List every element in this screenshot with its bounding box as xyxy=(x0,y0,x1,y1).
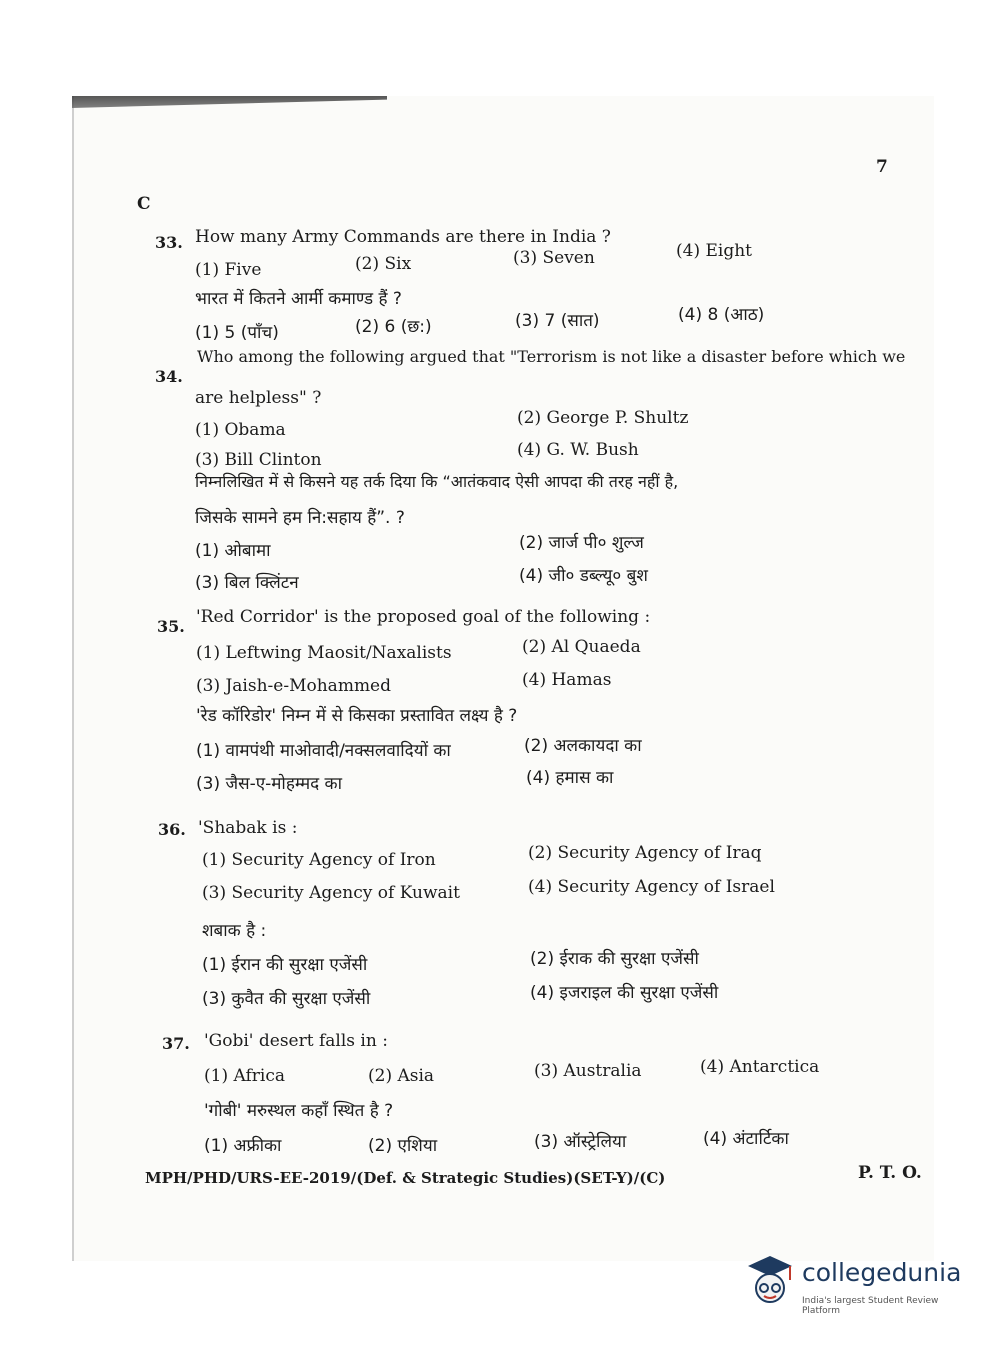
question-text-hi: 'रेड कॉरिडोर' निम्न में से किसका प्रस्तावित लक्ष्य है ? xyxy=(196,706,518,726)
option-1-en: (1) Africa xyxy=(204,1066,285,1086)
question-number: 34. xyxy=(155,367,183,386)
option-3-hi: (3) 7 (सात) xyxy=(515,311,600,331)
collegedunia-logo xyxy=(742,1252,972,1316)
question-text-hi: भारत में कितने आर्मी कमाण्ड हैं ? xyxy=(195,289,402,309)
question-text-hi: शबाक है : xyxy=(202,921,267,941)
option-4-hi: (4) इजराइल की सुरक्षा एजेंसी xyxy=(530,983,719,1003)
question-number: 36. xyxy=(158,820,186,839)
option-4-en: (4) Eight xyxy=(676,241,752,261)
option-3-hi: (3) बिल क्लिंटन xyxy=(195,573,299,593)
option-1-en: (1) Five xyxy=(195,260,262,280)
question-number: 37. xyxy=(162,1034,190,1053)
option-1-hi: (1) 5 (पाँच) xyxy=(195,323,279,343)
option-1-hi: (1) वामपंथी माओवादी/नक्सलवादियों का xyxy=(196,741,451,761)
option-4-hi: (4) अंटार्टिका xyxy=(703,1129,789,1149)
option-1-en: (1) Security Agency of Iron xyxy=(202,850,436,870)
option-2-hi: (2) जार्ज पी० शुल्ज xyxy=(519,533,644,553)
option-4-hi: (4) 8 (आठ) xyxy=(678,305,765,325)
option-1-en: (1) Obama xyxy=(195,420,286,440)
option-4-en: (4) G. W. Bush xyxy=(517,440,639,460)
exam-code: MPH/PHD/URS-EE-2019/(Def. & Strategic Studies)(SET-Y)/(C) xyxy=(145,1169,666,1187)
option-1-en: (1) Leftwing Maosit/Naxalists xyxy=(196,643,452,663)
question-text-en-line1: Who among the following argued that "Terrorism is not like a disaster before which we xyxy=(197,347,906,366)
option-2-en: (2) Al Quaeda xyxy=(522,637,641,657)
question-number: 33. xyxy=(155,233,183,252)
question-text-en: 'Red Corridor' is the proposed goal of the following : xyxy=(196,607,651,627)
option-2-en: (2) Six xyxy=(355,254,412,274)
option-3-en: (3) Jaish-e-Mohammed xyxy=(196,676,392,696)
option-3-en: (3) Australia xyxy=(534,1061,642,1081)
option-1-hi: (1) ओबामा xyxy=(195,541,271,561)
option-3-en: (3) Bill Clinton xyxy=(195,450,322,470)
question-number: 35. xyxy=(157,617,185,636)
option-2-en: (2) Security Agency of Iraq xyxy=(528,843,762,863)
brand-name: collegedunia xyxy=(802,1258,962,1287)
question-text-hi: 'गोबी' मरुस्थल कहाँ स्थित है ? xyxy=(204,1101,394,1121)
brand-tagline: India's largest Student Review Platform xyxy=(802,1296,939,1316)
option-2-hi: (2) 6 (छ:) xyxy=(355,317,432,337)
pto-label: P. T. O. xyxy=(858,1163,922,1183)
set-code: C xyxy=(137,194,151,214)
option-3-en: (3) Security Agency of Kuwait xyxy=(202,883,460,903)
option-3-hi: (3) कुवैत की सुरक्षा एजेंसी xyxy=(202,989,371,1009)
option-2-en: (2) Asia xyxy=(368,1066,435,1086)
page-number: 7 xyxy=(876,157,888,177)
option-1-hi: (1) अफ्रीका xyxy=(204,1136,282,1156)
option-4-en: (4) Hamas xyxy=(522,670,612,690)
option-1-hi: (1) ईरान की सुरक्षा एजेंसी xyxy=(202,955,368,975)
option-2-hi: (2) ईराक की सुरक्षा एजेंसी xyxy=(530,949,699,969)
option-4-en: (4) Security Agency of Israel xyxy=(528,877,775,897)
option-2-en: (2) George P. Shultz xyxy=(517,408,689,428)
option-4-hi: (4) जी० डब्ल्यू० बुश xyxy=(519,566,648,586)
question-text-en: 'Shabak is : xyxy=(198,818,298,838)
option-4-en: (4) Antarctica xyxy=(700,1057,820,1077)
question-text-en-line2: are helpless" ? xyxy=(195,388,322,408)
option-2-hi: (2) एशिया xyxy=(368,1136,438,1156)
question-text-en: 'Gobi' desert falls in : xyxy=(204,1031,388,1051)
option-3-hi: (3) जैस-ए-मोहम्मद का xyxy=(196,774,342,794)
option-3-hi: (3) ऑस्ट्रेलिया xyxy=(534,1132,627,1152)
option-4-hi: (4) हमास का xyxy=(526,768,614,788)
option-3-en: (3) Seven xyxy=(513,248,595,268)
question-text-en: How many Army Commands are there in India ? xyxy=(195,227,611,247)
option-2-hi: (2) अलकायदा का xyxy=(524,736,642,756)
question-text-hi-line2: जिसके सामने हम नि:सहाय हैं”. ? xyxy=(195,508,405,528)
question-text-hi-line1: निम्नलिखित में से किसने यह तर्क दिया कि “आतंकवाद ऐसी आपदा की तरह नहीं है, xyxy=(195,472,679,491)
mascot-icon xyxy=(742,1252,798,1308)
